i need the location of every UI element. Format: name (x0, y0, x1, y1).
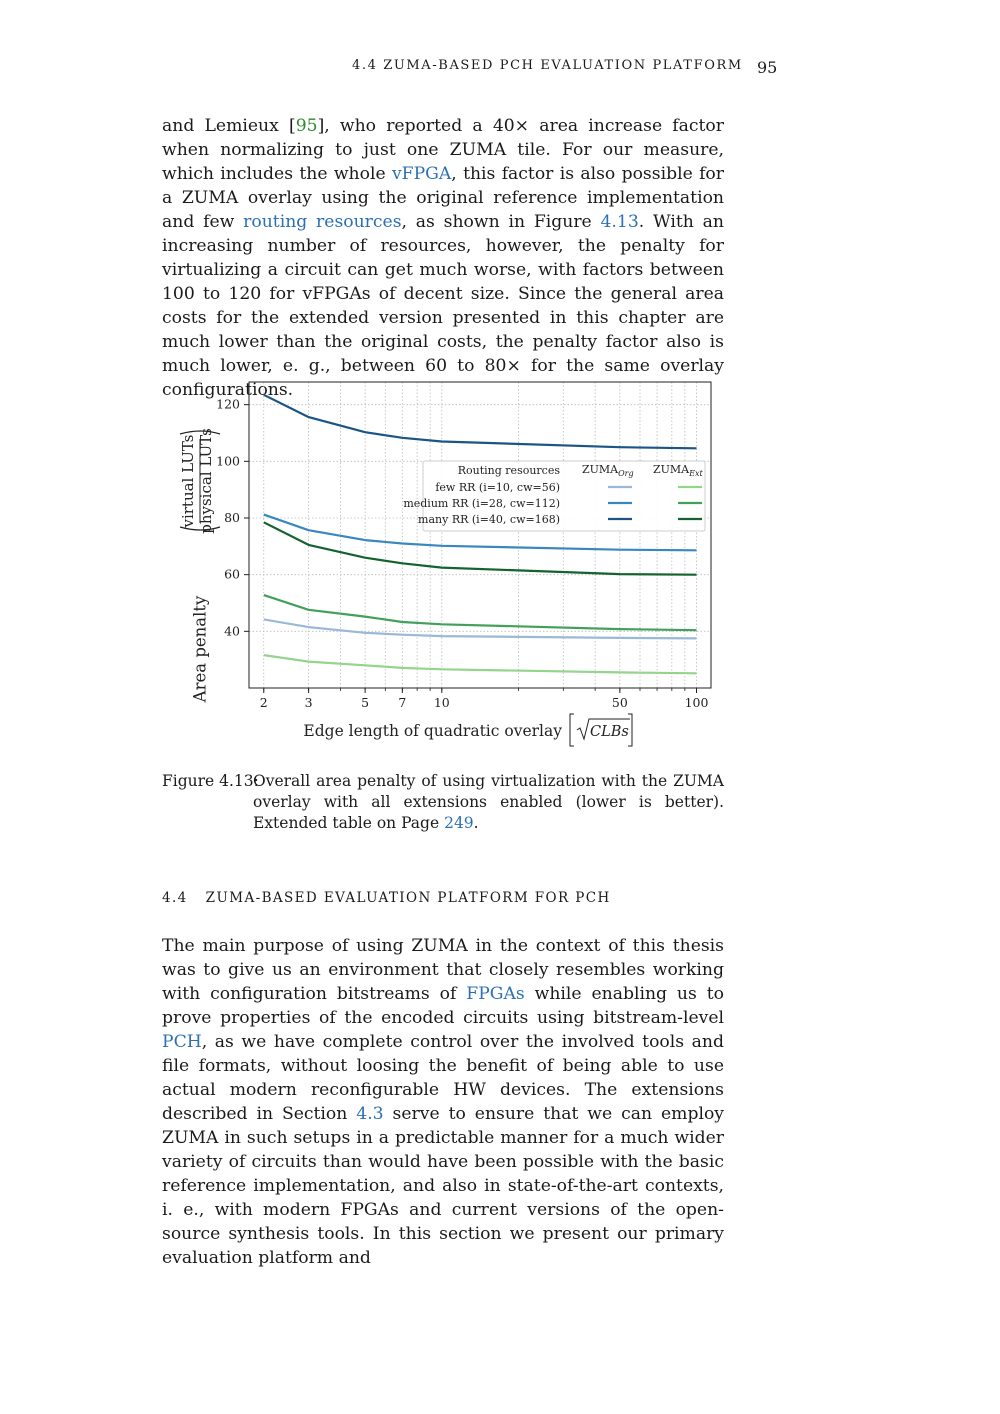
legend-row-few: few RR (i=10, cw=56) (435, 481, 560, 494)
page-ref-link[interactable]: 249 (444, 814, 474, 832)
citation-link[interactable]: 95 (295, 116, 318, 136)
y-tick-label: 40 (224, 623, 240, 639)
running-header: 4.4 ZUMA-BASED PCH EVALUATION PLATFORM (352, 58, 743, 73)
x-axis-label (303, 714, 632, 746)
y-tick-label: 120 (216, 396, 240, 412)
x-axis-ticks (260, 688, 709, 710)
section-heading (162, 890, 611, 906)
pch-link[interactable]: PCH (162, 1032, 202, 1052)
legend-col-ext: $ZUMA_{Ext}$ (653, 463, 703, 478)
chart-grid (249, 382, 711, 688)
x-axis-unit: CLBs (590, 724, 629, 740)
section-title: ZUMA-BASED EVALUATION PLATFORM FOR PCH (205, 890, 611, 906)
plot-frame (249, 382, 711, 688)
routing-resources-link[interactable]: routing resources (243, 212, 402, 232)
bracket-left (570, 714, 574, 746)
y-axis-ticks (216, 397, 249, 639)
chart-legend (403, 461, 705, 531)
x-axis-label-text: Edge length of quadratic overlay (303, 722, 562, 740)
area-penalty-chart (160, 372, 730, 752)
legend-col-org: $ZUMA_{Org}$ (582, 463, 634, 478)
figure-4-13 (160, 372, 730, 752)
y-tick-label: 60 (224, 566, 240, 582)
figure-label: Figure 4.13: (162, 772, 259, 790)
legend-row-many: many RR (i=40, cw=168) (418, 513, 560, 526)
paragraph-1: and Lemieux [95], who reported a 40× area increase factor when normalizing to just one ZUMA tile. For our measure, which includes the whole vFPGA, this factor is also possible for a ZUMA overlay using the original reference implementation and few routing resources, as shown in Figure 4.13. With an increasing number of resources, however, the penalty for virtualizing a circuit can get much worse, with factors between 100 to 120 for vFPGAs of decent size. Since the general area costs for the extended version presented in this chapter are much lower than the original costs, the penalty factor also is much lower, e. g., between 60 to 80× for the same overlay configurations. (162, 116, 724, 400)
x-tick-label: 100 (684, 695, 709, 710)
series-line (264, 655, 697, 673)
section-number: 4.4 (162, 890, 188, 906)
legend-row-medium: medium RR (i=28, cw=112) (403, 497, 560, 510)
x-tick-label: 5 (361, 695, 370, 710)
x-tick-label: 50 (611, 695, 628, 710)
y-axis-label-numerator: virtual LUTs (179, 434, 197, 528)
vfpga-link[interactable]: vFPGA (391, 164, 452, 184)
series-line (264, 595, 697, 630)
legend-title: Routing resources (457, 464, 560, 477)
paragraph-2: The main purpose of using ZUMA in the context of this thesis was to give us an environment that closely resembles working with configuration bitstreams of FPGAs while enabling us to prove properties of the encoded circuits using bitstream-level PCH, as we have complete control over the involved tools and file formats, without loosing the benefit of being able to use actual modern reconfigurable HW devices. The extensions described in Section 4.3 serve to ensure that we can employ ZUMA in such setups in a predictable manner for a much wider variety of circuits than would have been possible with the basic reference implementation, and also in state-of-the-art contexts, i. e., with modern FPGAs and current versions of the open-source synthesis tools. In this section we present our primary evaluation platform and (162, 936, 725, 1268)
x-tick-label: 3 (304, 695, 313, 710)
y-tick-label: 100 (216, 453, 240, 469)
x-tick-label: 10 (433, 695, 450, 710)
figure-ref-link[interactable]: 4.13 (600, 212, 639, 232)
y-tick-label: 80 (224, 510, 240, 525)
y-axis-label-denominator: physical LUTs (197, 428, 215, 534)
series-line (264, 395, 697, 449)
page-number: 95 (757, 58, 778, 77)
section-ref-link[interactable]: 4.3 (356, 1104, 384, 1124)
x-tick-label: 2 (259, 695, 268, 710)
y-axis-label (179, 428, 220, 703)
caption-text: Overall area penalty of using virtualization with the ZUMA overlay with all extensions enabled (lower is better). Extended table on Page 249. (253, 772, 724, 832)
figure-caption (162, 771, 724, 834)
fpgas-link[interactable]: FPGAs (466, 984, 525, 1004)
x-tick-label: 7 (398, 695, 407, 710)
y-axis-label-text: Area penalty (190, 595, 210, 703)
